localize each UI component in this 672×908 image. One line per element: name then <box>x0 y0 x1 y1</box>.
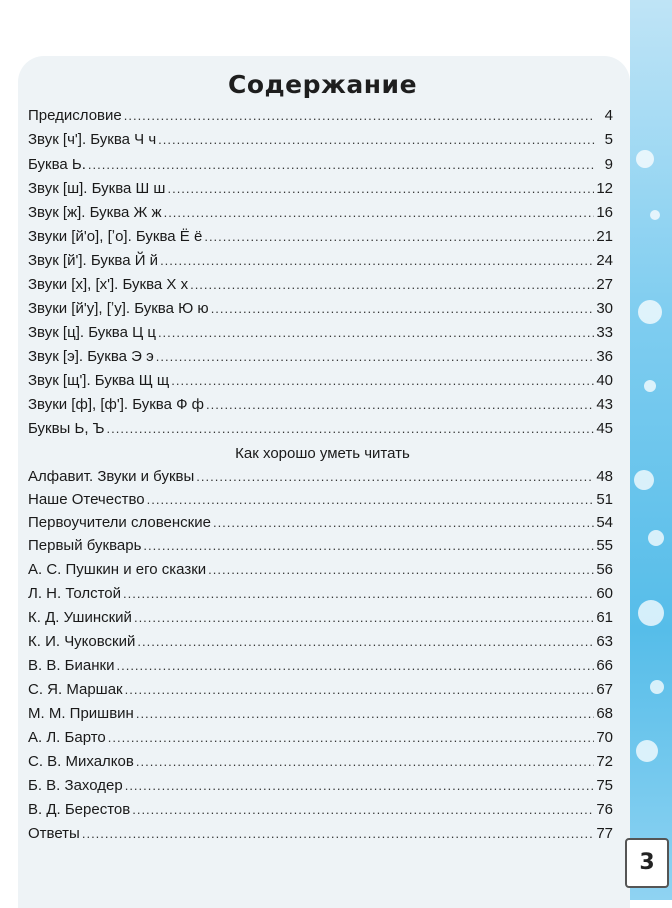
toc-entry <box>28 606 613 630</box>
toc-entry <box>28 511 613 535</box>
page-number: 3 <box>625 838 669 888</box>
toc-entry <box>28 201 613 225</box>
leader-dots <box>124 104 595 128</box>
toc-entry-label: Л. Н. Толстой <box>28 585 122 602</box>
toc-entry-page: 75 <box>596 777 613 794</box>
toc-entry-page: 9 <box>604 156 613 173</box>
toc-entry <box>28 654 613 678</box>
leader-dots <box>136 702 594 726</box>
toc-entry <box>28 678 613 702</box>
leader-dots <box>196 465 594 489</box>
toc-entry-label: Буква Ь. <box>28 156 86 173</box>
toc-entry <box>28 798 613 822</box>
leader-dots <box>143 534 594 558</box>
toc-entry-page: 76 <box>596 801 613 818</box>
leader-dots <box>108 726 595 750</box>
toc-entry-page: 66 <box>596 657 613 674</box>
toc-entry-page: 77 <box>596 825 613 842</box>
toc-entry <box>28 393 613 417</box>
toc-entry-label: Буквы Ь, Ъ <box>28 420 105 437</box>
toc-entry-page: 54 <box>596 514 613 531</box>
toc-entry-page: 70 <box>596 729 613 746</box>
toc-entry-label: В. В. Бианки <box>28 657 115 674</box>
toc-entry-label: Звук [э]. Буква Э э <box>28 348 154 365</box>
toc-entry <box>28 534 613 558</box>
toc-entry <box>28 128 613 152</box>
leader-dots <box>82 822 594 846</box>
toc-entry-label: Звуки [й'у], [ʼу]. Буква Ю ю <box>28 300 209 317</box>
toc-entry <box>28 488 613 512</box>
toc-entry-page: 45 <box>596 420 613 437</box>
toc-entry-page: 61 <box>596 609 613 626</box>
toc-entry <box>28 153 613 177</box>
toc-entry <box>28 249 613 273</box>
toc-entry-page: 21 <box>596 228 613 245</box>
leader-dots <box>158 128 595 152</box>
toc-entry-page: 67 <box>596 681 613 698</box>
page-title: Содержание <box>227 70 418 99</box>
toc-entry-page: 27 <box>596 276 613 293</box>
toc-entry-page: 60 <box>596 585 613 602</box>
leader-dots <box>134 606 594 630</box>
toc-entry-page: 12 <box>596 180 613 197</box>
toc-entry-label: Звук [ж]. Буква Ж ж <box>28 204 162 221</box>
leader-dots <box>156 345 595 369</box>
leader-dots <box>160 249 594 273</box>
toc-entry-label: М. М. Пришвин <box>28 705 134 722</box>
toc-entry-label: Ответы <box>28 825 80 842</box>
toc-entry-page: 72 <box>596 753 613 770</box>
toc-entry <box>28 774 613 798</box>
toc-entry-label: Б. В. Заходер <box>28 777 123 794</box>
leader-dots <box>125 774 595 798</box>
leader-dots <box>167 177 594 201</box>
toc-entry-label: Звук [ц]. Буква Ц ц <box>28 324 156 341</box>
toc-entry <box>28 417 613 441</box>
toc-entry-label: Алфавит. Звуки и буквы <box>28 468 195 485</box>
toc-entry <box>28 630 613 654</box>
leader-dots <box>123 582 594 606</box>
leader-dots <box>137 630 594 654</box>
toc-entry-label: Звуки [ф], [ф']. Буква Ф ф <box>28 396 204 413</box>
toc-entry-label: Предисловие <box>28 107 122 124</box>
toc-entry-label: А. Л. Барто <box>28 729 106 746</box>
toc-entry-page: 16 <box>596 204 613 221</box>
toc-entry-page: 4 <box>604 107 613 124</box>
toc-entry-label: Звук [й']. Буква Й й <box>28 252 159 269</box>
leader-dots <box>211 297 595 321</box>
toc-entry-label: Первый букварь <box>28 537 142 554</box>
leader-dots <box>107 417 595 441</box>
toc-entry-label: С. Я. Маршак <box>28 681 123 698</box>
toc-entry-page: 63 <box>596 633 613 650</box>
toc-entry-page: 55 <box>596 537 613 554</box>
toc-entry <box>28 582 613 606</box>
leader-dots <box>125 678 595 702</box>
toc-entry-label: Звук [ч']. Буква Ч ч <box>28 131 157 148</box>
toc-entry-label: Звуки [й'о], [ʼо]. Буква Ё ё <box>28 228 203 245</box>
toc-entry-label: Звуки [х], [х']. Буква Х х <box>28 276 189 293</box>
toc-entry-label: С. В. Михалков <box>28 753 134 770</box>
leader-dots <box>147 488 595 512</box>
toc-entry <box>28 177 613 201</box>
toc-entry <box>28 726 613 750</box>
toc-entry-page: 36 <box>596 348 613 365</box>
section-subheading: Как хорошо уметь читать <box>235 445 410 462</box>
toc-entry-label: Звук [щ']. Буква Щ щ <box>28 372 170 389</box>
leader-dots <box>171 369 594 393</box>
toc-entry <box>28 321 613 345</box>
toc-entry <box>28 558 613 582</box>
leader-dots <box>190 273 594 297</box>
toc-entry-page: 40 <box>596 372 613 389</box>
toc-entry-label: Первоучители словенские <box>28 514 211 531</box>
toc-entry <box>28 465 613 489</box>
toc-entry-page: 51 <box>596 491 613 508</box>
toc-entry-label: А. С. Пушкин и его сказки <box>28 561 207 578</box>
leader-dots <box>116 654 594 678</box>
toc-entry-page: 30 <box>596 300 613 317</box>
leader-dots <box>213 511 594 535</box>
toc-entry <box>28 273 613 297</box>
toc-entry <box>28 297 613 321</box>
toc-entry <box>28 369 613 393</box>
toc-entry-label: Звук [ш]. Буква Ш ш <box>28 180 166 197</box>
toc-entry <box>28 822 613 846</box>
toc-entry-page: 48 <box>596 468 613 485</box>
toc-entry-label: Наше Отечество <box>28 491 145 508</box>
toc-entry-page: 56 <box>596 561 613 578</box>
toc-entry <box>28 345 613 369</box>
toc-entry <box>28 750 613 774</box>
toc-entry-page: 68 <box>596 705 613 722</box>
leader-dots <box>158 321 594 345</box>
leader-dots <box>208 558 594 582</box>
leader-dots <box>136 750 594 774</box>
toc-entry-page: 43 <box>596 396 613 413</box>
toc-entry-page: 5 <box>604 131 613 148</box>
toc-entry <box>28 225 613 249</box>
toc-entry-page: 33 <box>596 324 613 341</box>
leader-dots <box>88 153 595 177</box>
leader-dots <box>204 225 594 249</box>
toc-entry-label: К. И. Чуковский <box>28 633 136 650</box>
leader-dots <box>132 798 594 822</box>
leader-dots <box>206 393 594 417</box>
leader-dots <box>164 201 595 225</box>
toc-entry-label: В. Д. Берестов <box>28 801 131 818</box>
toc-entry-page: 24 <box>596 252 613 269</box>
toc-entry <box>28 104 613 128</box>
toc-entry <box>28 702 613 726</box>
toc-entry-label: К. Д. Ушинский <box>28 609 132 626</box>
